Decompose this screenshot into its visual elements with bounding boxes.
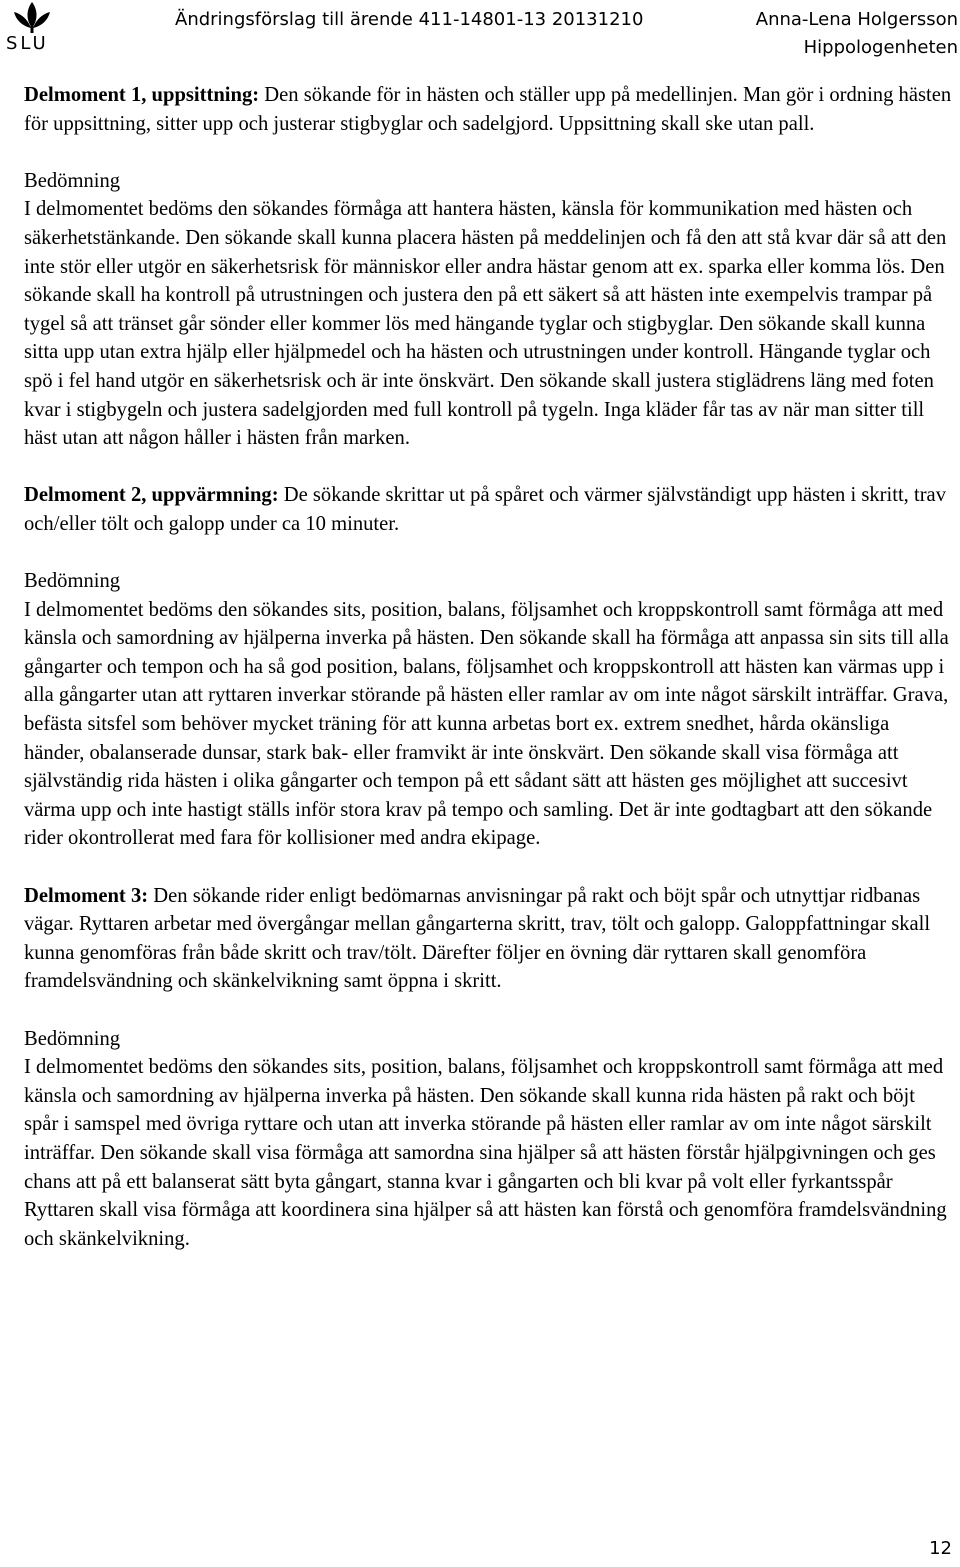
section-3-assessment — [24, 1025, 954, 1254]
page-number: 12 — [929, 1538, 952, 1559]
department-name: Hippologenheten — [803, 37, 958, 58]
assessment-label: Bedömning — [24, 169, 121, 192]
section-intro-text: Den sökande rider enligt bedömarnas anvisningar på rakt och böjt spår och utnyttjar ridbanas vägar. Ryttaren arbetar med övergångar mellan gångarterna skritt, trav, tölt och galopp. Galoppfattningar skall kunna genomföras från både skritt och trav/tölt. Därefter följer en övning där ryttaren skall genomföra framdelsvändning och skänkelvikning samt öppna i skritt. — [24, 884, 931, 993]
assessment-label: Bedömning — [24, 570, 121, 593]
document-title: Ändringsförslag till ärende 411-14801-13 20131210 — [175, 9, 644, 30]
section-heading: Delmoment 3: — [24, 884, 149, 907]
assessment-text: I delmomentet bedöms den sökandes sits, position, balans, följsamhet och kroppskontroll samt förmåga att med känsla och samordning av hjälperna inverka på hästen. Den sökande skall ha förmåga att anpassa sin sits till alla gångarter och tempon och ha så god position, balans, följsamhet och kroppskontroll att hästen kan värmas upp i alla gångarter utan att ryttaren inverkar störande på hästen eller ramlar av om inte något särskilt inträffar. Grava, befästa sitsfel som behöver mycket träning för att kunna arbetas bort ex. extrem snedhet, hårda okänsliga händer, obalanserade dunsar, stark bak- eller framvikt är inte önskvärt. Den sökande skall visa förmåga att självständig rida hästen i olika gångarter och tempon på ett sådant sätt att hästen ges möjlighet att succesivt värma upp och inte hastigt ställs inför stora krav på tempo och samling. Det är inte godtagbart att den sökande rider okontrollerat med fara för kollisioner med andra ekipage. — [24, 598, 949, 850]
document-body — [24, 81, 954, 1282]
section-3-intro — [24, 882, 954, 996]
assessment-text: I delmomentet bedöms den sökandes sits, position, balans, följsamhet och kroppskontroll samt förmåga att med känsla och samordning av hjälperna inverka på hästen. Den sökande skall kunna rida hästen på rakt och böjt spår i samspel med övriga ryttare och utan att inverka störande på hästen eller ramlar av om inte något särskilt inträffar. Den sökande skall visa förmåga att samordna sina hjälper så att hästen förstår hjälpgivningen och ges chans att på ett balanserat sätt byta gångart, stanna kvar i gångarten och bli kvar på volt eller fyrkantsspår Ryttaren skall visa förmåga att koordinera sina hjälper så att hästen kan förstå och genomföra framdelsvändning och skänkelvikning. — [24, 1056, 947, 1250]
section-2-intro — [24, 481, 954, 538]
section-1-intro — [24, 81, 954, 138]
section-2-assessment — [24, 567, 954, 853]
section-intro-text: De sökande skrittar ut på spåret och värmer självständigt upp hästen i skritt, trav och/eller tölt och galopp under ca 10 minuter. — [24, 484, 946, 535]
author-name: Anna-Lena Holgersson — [755, 9, 958, 30]
section-1-assessment — [24, 167, 954, 453]
section-heading: Delmoment 2, uppvärmning: — [24, 484, 279, 507]
section-heading: Delmoment 1, uppsittning: — [24, 84, 260, 106]
assessment-text: I delmomentet bedöms den sökandes förmåga att hantera hästen, känsla för kommunikation med hästen och säkerhetstänkande. Den sökande skall kunna placera hästen på meddelinjen och få den att stå kvar där så att den inte stör eller utgör en säkerhetsrisk för människor eller andra hästar genom att ex. sparka eller komma lös. Den sökande skall ha kontroll på utrustningen och justera den på ett säkert så att hästen inte exempelvis trampar på tygel så att tränset går sönder eller kommer lös med hängande tyglar och stigbyglar. Den sökande skall kunna sitta upp utan extra hjälp eller hjälpmedel och ha hästen och utrustningen under kontroll. Hängande tyglar och spö i fel hand utgör en säkerhetsrisk och är inte önskvärt. Den sökande skall justera stiglädrens läng med foten kvar i stigbygeln och justera sadelgjorden med full kontroll på tygeln. Inga kläder får tas av när man sitter till häst utan att någon håller i hästen från marken. — [24, 198, 947, 450]
assessment-label: Bedömning — [24, 1027, 121, 1050]
slu-leaf-icon — [4, 0, 60, 34]
section-intro-text: Den sökande för in hästen och ställer upp på medellinjen. Man gör i ordning hästen för uppsittning, sitter upp och justerar stigbyglar och sadelgjord. Uppsittning skall ske utan pall. — [24, 84, 952, 135]
logo-text: SLU — [6, 33, 49, 54]
